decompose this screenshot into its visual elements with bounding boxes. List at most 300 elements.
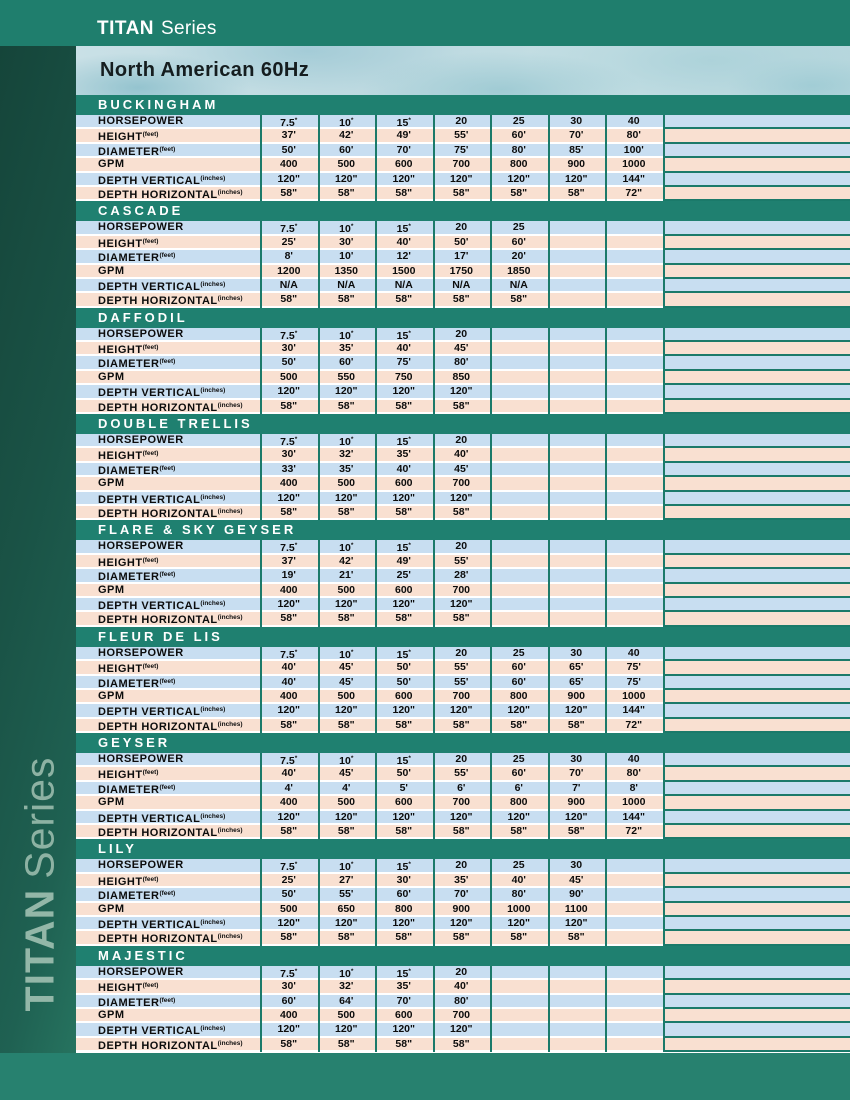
unit-superscript: * — [408, 223, 411, 231]
row-label: DEPTH $HORIZONTAL^{(inches)}$ — [76, 506, 260, 520]
row-label: DEPTH $HORIZONTAL^{(inches)}$ — [76, 400, 260, 414]
unit-superscript: * — [294, 861, 298, 869]
value-cell — [605, 371, 663, 385]
value-cell: 6' — [490, 782, 548, 796]
value-cell — [490, 612, 548, 626]
row-label: $HEIGHT^{(feet)}$ — [76, 448, 260, 462]
value-cell — [490, 966, 548, 980]
value-cell — [490, 371, 548, 385]
value-cell: 72" — [605, 187, 663, 201]
spec-row-diameter — [76, 356, 850, 370]
value-cell — [605, 279, 663, 293]
value-cell: 55' — [318, 888, 376, 902]
value-cell: 120" — [548, 811, 606, 825]
value-cell: 4' — [260, 782, 318, 796]
value-cell: 1000 — [605, 158, 663, 172]
value-cell: 19' — [260, 569, 318, 583]
trailing-empty-cell — [663, 115, 850, 129]
value-cell: 58" — [260, 825, 318, 839]
value-cell: 20 — [433, 753, 491, 767]
value-cell: 58" — [490, 293, 548, 307]
value-cell: 55' — [433, 676, 491, 690]
value-cell: 40 — [605, 115, 663, 129]
trailing-empty-cell — [663, 917, 850, 931]
spec-row-horsepower — [76, 115, 850, 129]
unit-superscript: * — [294, 648, 298, 656]
trailing-empty-cell — [663, 506, 850, 520]
value-cell: 58" — [318, 719, 376, 733]
trailing-empty-cell — [663, 753, 850, 767]
value-cell: 58" — [433, 506, 491, 520]
value-cell — [605, 356, 663, 370]
spec-row-gpm — [76, 158, 850, 172]
value-cell — [605, 400, 663, 414]
value-cell: 20 — [433, 966, 491, 980]
spec-row-gpm — [76, 477, 850, 491]
value-cell: 35' — [318, 342, 376, 356]
row-label: $DIAMETER^{(feet)}$ — [76, 356, 260, 370]
value-cell: 70' — [433, 888, 491, 902]
value-cell: 30 — [548, 647, 606, 661]
value-cell: 800 — [490, 796, 548, 810]
value-cell: 58" — [260, 187, 318, 201]
grid-vline — [375, 540, 377, 626]
unit-superscript: * — [294, 436, 298, 444]
value-cell — [605, 903, 663, 917]
value-cell — [490, 434, 548, 448]
trailing-empty-cell — [663, 598, 850, 612]
trailing-empty-cell — [663, 569, 850, 583]
value-cell: 700 — [433, 584, 491, 598]
value-cell: 120" — [490, 811, 548, 825]
grid-vline — [375, 434, 377, 520]
grid-vline — [605, 859, 607, 945]
unit-superscript: (feet) — [142, 663, 159, 671]
value-cell — [548, 612, 606, 626]
spec-row-depth-horizontal — [76, 1038, 850, 1052]
grid-vline — [490, 221, 492, 307]
value-cell: 58" — [318, 293, 376, 307]
spec-row-diameter — [76, 144, 850, 158]
value-cell: 10* — [318, 647, 376, 661]
unit-superscript: * — [408, 117, 411, 124]
value-cell: 120" — [318, 811, 376, 825]
section-rows — [76, 115, 850, 201]
unit-superscript: (feet) — [142, 450, 159, 458]
value-cell: 30' — [318, 236, 376, 250]
row-label: DEPTH $VERTICAL^{(inches)}$ — [76, 811, 260, 825]
spec-row-depth-vertical — [76, 917, 850, 931]
value-cell: 20 — [433, 434, 491, 448]
value-cell: 120" — [375, 917, 433, 931]
value-cell — [490, 342, 548, 356]
value-cell: 25 — [490, 859, 548, 873]
value-cell — [548, 540, 606, 554]
value-cell: 32' — [318, 448, 376, 462]
value-cell: 500 — [318, 1009, 376, 1023]
value-cell: 58" — [548, 931, 606, 945]
value-cell — [605, 293, 663, 307]
value-cell: 45' — [318, 676, 376, 690]
value-cell: 75' — [433, 144, 491, 158]
value-cell: 75' — [605, 676, 663, 690]
row-label: $HEIGHT^{(feet)}$ — [76, 874, 260, 888]
value-cell: 58" — [433, 1038, 491, 1052]
value-cell: 120" — [433, 704, 491, 718]
value-cell: 100' — [605, 144, 663, 158]
row-label: DEPTH $HORIZONTAL^{(inches)}$ — [76, 719, 260, 733]
value-cell — [548, 279, 606, 293]
value-cell: 27' — [318, 874, 376, 888]
value-cell: 120" — [375, 492, 433, 506]
unit-superscript: (feet) — [142, 875, 159, 883]
value-cell — [548, 371, 606, 385]
row-label: $HEIGHT^{(feet)}$ — [76, 236, 260, 250]
row-label: HORSEPOWER — [76, 328, 260, 342]
trailing-empty-cell — [663, 448, 850, 462]
value-cell: 10' — [318, 250, 376, 264]
unit-superscript: (feet) — [142, 237, 159, 245]
unit-superscript: (inches) — [217, 188, 243, 196]
value-cell: 10* — [318, 115, 376, 129]
unit-superscript: (inches) — [200, 387, 226, 395]
value-cell: 55' — [433, 767, 491, 781]
section-rows — [76, 753, 850, 839]
grid-vline — [375, 647, 377, 733]
value-cell: 30' — [260, 342, 318, 356]
value-cell — [605, 434, 663, 448]
value-cell — [490, 1038, 548, 1052]
value-cell: 900 — [548, 796, 606, 810]
trailing-empty-cell — [663, 811, 850, 825]
value-cell: 800 — [490, 158, 548, 172]
value-cell: 40' — [260, 676, 318, 690]
value-cell: 1350 — [318, 265, 376, 279]
value-cell: 72" — [605, 825, 663, 839]
value-cell: 15* — [375, 966, 433, 980]
value-cell: 120" — [375, 173, 433, 187]
grid-vline — [260, 221, 262, 307]
spec-row-depth-vertical — [76, 704, 850, 718]
trailing-empty-cell — [663, 825, 850, 839]
section-majestic — [76, 946, 850, 1052]
value-cell: 500 — [318, 158, 376, 172]
value-cell: 10* — [318, 328, 376, 342]
value-cell: 60' — [490, 767, 548, 781]
value-cell: N/A — [433, 279, 491, 293]
grid-vline — [318, 540, 320, 626]
value-cell: 58" — [318, 612, 376, 626]
spec-row-depth-horizontal — [76, 187, 850, 201]
grid-vline — [433, 966, 435, 1052]
value-cell: 1000 — [605, 690, 663, 704]
value-cell: 120" — [490, 173, 548, 187]
value-cell: 45' — [433, 463, 491, 477]
value-cell — [548, 265, 606, 279]
spec-row-height — [76, 448, 850, 462]
value-cell: 15* — [375, 753, 433, 767]
grid-vline — [260, 753, 262, 839]
value-cell: 58" — [375, 612, 433, 626]
spec-row-diameter — [76, 676, 850, 690]
value-cell — [490, 492, 548, 506]
unit-superscript: (feet) — [159, 677, 176, 685]
trailing-empty-cell — [663, 342, 850, 356]
section-buckingham — [76, 95, 850, 201]
row-label: DEPTH $VERTICAL^{(inches)}$ — [76, 173, 260, 187]
grid-vline — [490, 328, 492, 414]
row-label: DEPTH $VERTICAL^{(inches)}$ — [76, 1023, 260, 1037]
value-cell: 7.5* — [260, 859, 318, 873]
value-cell — [548, 980, 606, 994]
unit-superscript: (feet) — [142, 131, 159, 139]
value-cell: 40' — [375, 342, 433, 356]
value-cell: 35' — [375, 448, 433, 462]
value-cell: 600 — [375, 158, 433, 172]
value-cell — [548, 250, 606, 264]
value-cell: 35' — [375, 980, 433, 994]
value-cell: 120" — [375, 811, 433, 825]
grid-vline — [605, 434, 607, 520]
grid-vline — [663, 115, 665, 201]
value-cell: 80' — [490, 144, 548, 158]
unit-superscript: (inches) — [217, 614, 243, 622]
grid-vline — [548, 859, 550, 945]
value-cell: 55' — [433, 555, 491, 569]
value-cell — [548, 385, 606, 399]
value-cell: 10* — [318, 434, 376, 448]
unit-superscript: * — [408, 436, 411, 444]
value-cell: 70' — [375, 995, 433, 1009]
value-cell: 60' — [318, 356, 376, 370]
spec-row-height — [76, 767, 850, 781]
value-cell: 120" — [318, 173, 376, 187]
trailing-empty-cell — [663, 874, 850, 888]
value-cell: 58" — [433, 931, 491, 945]
value-cell — [490, 540, 548, 554]
value-cell: 30 — [548, 859, 606, 873]
value-cell: 400 — [260, 690, 318, 704]
row-label: DEPTH $VERTICAL^{(inches)}$ — [76, 917, 260, 931]
unit-superscript: (inches) — [200, 599, 226, 607]
grid-vline — [605, 966, 607, 1052]
value-cell: 58" — [433, 719, 491, 733]
value-cell: 120" — [318, 492, 376, 506]
grid-vline — [548, 647, 550, 733]
value-cell: 800 — [375, 903, 433, 917]
value-cell: 900 — [433, 903, 491, 917]
row-label: HORSEPOWER — [76, 434, 260, 448]
value-cell: 120" — [318, 917, 376, 931]
value-cell: 25 — [490, 753, 548, 767]
unit-superscript: * — [350, 967, 354, 975]
spec-row-gpm — [76, 371, 850, 385]
value-cell — [490, 555, 548, 569]
spec-row-height — [76, 555, 850, 569]
value-cell — [605, 1023, 663, 1037]
unit-superscript: * — [350, 329, 354, 337]
trailing-empty-cell — [663, 371, 850, 385]
section-header: FLARE & SKY GEYSER — [76, 520, 850, 540]
value-cell — [490, 463, 548, 477]
value-cell: 900 — [548, 690, 606, 704]
value-cell: 15* — [375, 221, 433, 235]
spec-row-depth-vertical — [76, 492, 850, 506]
value-cell: 120" — [375, 598, 433, 612]
value-cell: 120" — [318, 1023, 376, 1037]
trailing-empty-cell — [663, 540, 850, 554]
unit-superscript: * — [350, 223, 354, 231]
spec-row-depth-horizontal — [76, 293, 850, 307]
value-cell: 40' — [490, 874, 548, 888]
value-cell — [490, 385, 548, 399]
trailing-empty-cell — [663, 477, 850, 491]
value-cell: 120" — [433, 173, 491, 187]
section-rows — [76, 859, 850, 945]
unit-superscript: (feet) — [142, 344, 159, 352]
value-cell — [548, 584, 606, 598]
value-cell: 40 — [605, 753, 663, 767]
spec-row-depth-vertical — [76, 1023, 850, 1037]
grid-vline — [260, 328, 262, 414]
row-label: DEPTH $HORIZONTAL^{(inches)}$ — [76, 187, 260, 201]
value-cell: 30' — [375, 874, 433, 888]
row-label: $DIAMETER^{(feet)}$ — [76, 676, 260, 690]
unit-superscript: (feet) — [159, 571, 176, 579]
value-cell — [490, 995, 548, 1009]
section-flare-sky-geyser — [76, 520, 850, 626]
grid-vline — [375, 859, 377, 945]
value-cell: 80' — [605, 767, 663, 781]
row-label: DEPTH $VERTICAL^{(inches)}$ — [76, 492, 260, 506]
value-cell: 58" — [318, 1038, 376, 1052]
unit-superscript: * — [408, 648, 411, 656]
unit-superscript: * — [408, 755, 411, 763]
grid-vline — [490, 434, 492, 520]
unit-superscript: (feet) — [159, 145, 176, 153]
section-header: GEYSER — [76, 733, 850, 753]
value-cell: 45' — [318, 661, 376, 675]
unit-superscript: (inches) — [200, 918, 226, 926]
grid-vline — [663, 540, 665, 626]
value-cell — [605, 612, 663, 626]
spec-row-depth-vertical — [76, 811, 850, 825]
trailing-empty-cell — [663, 661, 850, 675]
trailing-empty-cell — [663, 236, 850, 250]
value-cell: 1000 — [490, 903, 548, 917]
trailing-empty-cell — [663, 434, 850, 448]
trailing-empty-cell — [663, 328, 850, 342]
value-cell: 400 — [260, 584, 318, 598]
grid-vline — [490, 966, 492, 1052]
value-cell: 40' — [375, 236, 433, 250]
value-cell: 12' — [375, 250, 433, 264]
value-cell — [490, 1009, 548, 1023]
spec-row-diameter — [76, 250, 850, 264]
value-cell — [605, 874, 663, 888]
value-cell: 60' — [490, 236, 548, 250]
spec-row-depth-horizontal — [76, 931, 850, 945]
unit-superscript: * — [350, 117, 354, 124]
spec-row-horsepower — [76, 328, 850, 342]
value-cell — [548, 477, 606, 491]
spec-row-depth-horizontal — [76, 400, 850, 414]
value-cell: 600 — [375, 477, 433, 491]
sidebar-brand-bold: TITAN — [16, 888, 63, 1012]
section-rows — [76, 221, 850, 307]
unit-superscript: (inches) — [217, 720, 243, 728]
value-cell: 30 — [548, 753, 606, 767]
unit-superscript: * — [408, 861, 411, 869]
value-cell — [605, 250, 663, 264]
value-cell: 7.5* — [260, 434, 318, 448]
value-cell — [605, 888, 663, 902]
grid-vline — [260, 115, 262, 201]
value-cell: 58" — [490, 719, 548, 733]
spec-row-gpm — [76, 903, 850, 917]
value-cell: 50' — [433, 236, 491, 250]
value-cell: 15* — [375, 647, 433, 661]
value-cell: 58" — [548, 825, 606, 839]
row-label: $HEIGHT^{(feet)}$ — [76, 555, 260, 569]
unit-superscript: (inches) — [217, 933, 243, 941]
spec-row-horsepower — [76, 966, 850, 980]
trailing-empty-cell — [663, 400, 850, 414]
brand-name-bold: TITAN — [97, 18, 155, 39]
row-label: HORSEPOWER — [76, 115, 260, 129]
unit-superscript: (feet) — [142, 769, 159, 777]
value-cell: 58" — [260, 719, 318, 733]
grid-vline — [433, 647, 435, 733]
unit-superscript: (feet) — [159, 358, 176, 366]
value-cell: 1750 — [433, 265, 491, 279]
value-cell: 550 — [318, 371, 376, 385]
spec-row-gpm — [76, 690, 850, 704]
row-label: HORSEPOWER — [76, 966, 260, 980]
unit-superscript: * — [294, 967, 298, 975]
section-lily — [76, 839, 850, 945]
unit-superscript: * — [294, 755, 298, 763]
grid-vline — [318, 859, 320, 945]
page-title: North American 60Hz — [100, 59, 310, 81]
value-cell: 500 — [318, 584, 376, 598]
trailing-empty-cell — [663, 158, 850, 172]
value-cell — [605, 569, 663, 583]
value-cell: 70' — [375, 144, 433, 158]
grid-vline — [318, 753, 320, 839]
value-cell: 120" — [490, 704, 548, 718]
row-label: GPM — [76, 903, 260, 917]
value-cell: 58" — [260, 1038, 318, 1052]
spec-row-depth-vertical — [76, 385, 850, 399]
value-cell: 850 — [433, 371, 491, 385]
value-cell: 50' — [260, 144, 318, 158]
value-cell: 65' — [548, 676, 606, 690]
unit-superscript: (feet) — [159, 783, 176, 791]
value-cell: 120" — [548, 917, 606, 931]
value-cell: 15* — [375, 540, 433, 554]
value-cell — [605, 265, 663, 279]
value-cell: 750 — [375, 371, 433, 385]
trailing-empty-cell — [663, 250, 850, 264]
trailing-empty-cell — [663, 690, 850, 704]
value-cell: 500 — [318, 477, 376, 491]
grid-vline — [318, 434, 320, 520]
grid-vline — [260, 434, 262, 520]
unit-superscript: * — [350, 861, 354, 869]
value-cell: 1850 — [490, 265, 548, 279]
value-cell: 58" — [375, 506, 433, 520]
